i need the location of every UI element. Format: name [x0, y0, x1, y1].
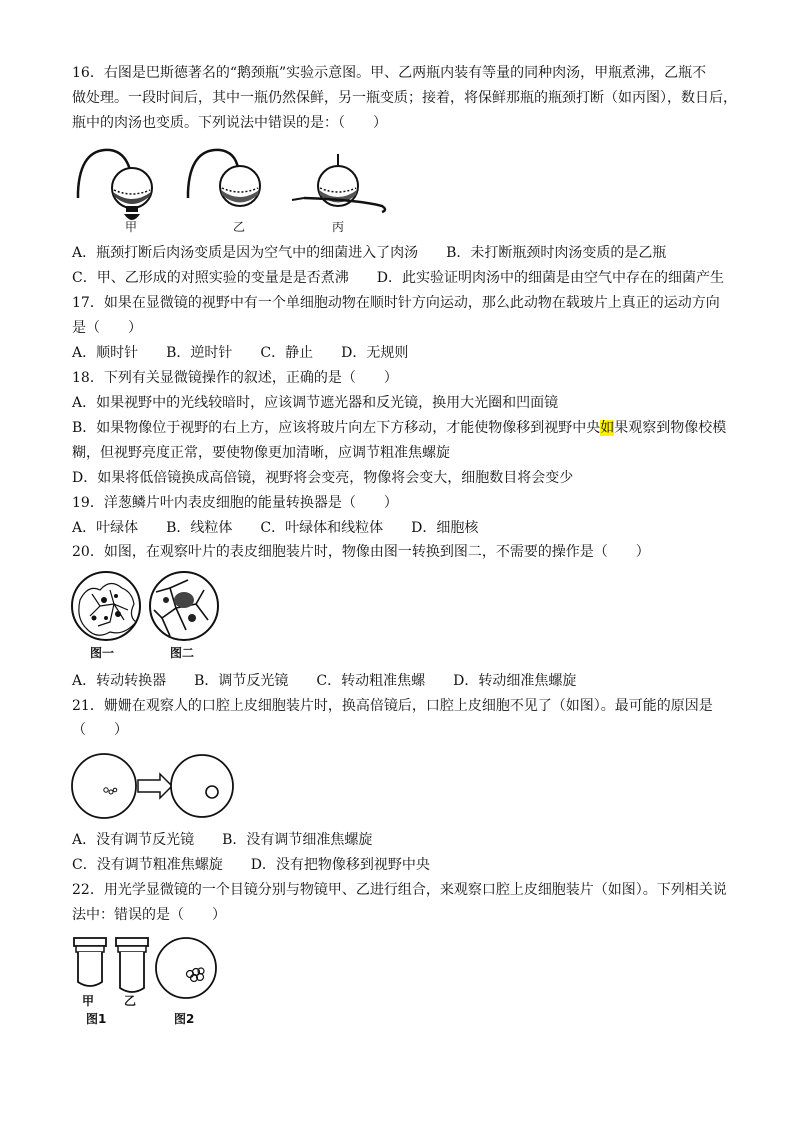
- q19-stem: 19．洋葱鳞片叶内表皮细胞的能量转换器是（ ）: [72, 495, 398, 511]
- q16-stem-line2: 做处理。一段时间后，其中一瓶仍然保鲜，另一瓶变质；接着，将保鲜那瓶的瓶颈打断（如丙图），数日后，: [72, 90, 737, 106]
- high-power-view: [171, 755, 233, 817]
- q16-label-jia: 甲: [125, 220, 138, 234]
- q18-option-d[interactable]: D．如果将低倍镜换成高倍镜，视野将会变亮，物像将会变大，细胞数目将会变少: [72, 470, 574, 486]
- q21-field-of-view-figure: [70, 750, 236, 822]
- q18-option-a[interactable]: A．如果视野中的光线较暗时，应该调节遮光器和反光镜，换用大光圈和凹面镜: [72, 395, 559, 411]
- q17-options[interactable]: A．顺时针 B．逆时针 C．静止 D．无规则: [72, 345, 409, 361]
- q21-options-row1[interactable]: A．没有调节反光镜 B．没有调节细准焦螺旋: [72, 832, 373, 848]
- flask-yi: [188, 150, 260, 206]
- q18-option-b-text1: B．如果物像位于视野的右上方，应该将玻片向左下方移动，才能使物像移到视野中央: [72, 420, 601, 436]
- q16-label-bing: 丙: [332, 220, 345, 234]
- q16-options-row2: [72, 269, 732, 287]
- q18-option-b-text2: 果观察到物像校模: [614, 420, 727, 436]
- q21-options-row2[interactable]: C．没有调节粗准焦螺旋 D．没有把物像移到视野中央: [72, 857, 430, 873]
- q16-options-row1: [72, 244, 732, 262]
- q18-option-b-line2: 糊，但视野亮度正常，要使物像更加清晰，应调节粗准焦螺旋: [72, 445, 450, 461]
- low-power-view: [72, 754, 136, 818]
- q16-swan-neck-flask-figure: [70, 140, 390, 235]
- q20-options[interactable]: A．转动转换器 B．调节反光镜 C．转动粗准焦螺 D．转动细准焦螺旋: [72, 673, 577, 689]
- q17-stem-line2: 是（ ）: [72, 320, 142, 336]
- q21-stem-line1: 21．姗姗在观察人的口腔上皮细胞装片时，换高倍镜后，口腔上皮细胞不见了（如图）。最可能的原因是: [72, 698, 713, 714]
- q21-stem-line2: （ ）: [72, 722, 128, 738]
- field-view-fig2: [156, 938, 216, 998]
- highlight-mark: 如: [600, 420, 615, 436]
- q22-stem-line1: 22．用光学显微镜的一个目镜分别与物镜甲、乙进行组合，来观察口腔上皮细胞装片（如图）。下列相关说: [72, 882, 727, 898]
- q22-label-fig1: 图1: [86, 1012, 107, 1026]
- q22-label-jia: 甲: [82, 994, 95, 1008]
- q16-stem-line1: 16．右图是巴斯德著名的“鹅颈瓶”实验示意图。甲、乙两瓶内装有等量的同种肉汤，甲瓶煮沸，乙瓶不: [72, 65, 707, 81]
- objective-yi: [116, 938, 148, 992]
- q22-objective-lens-figure: [70, 932, 220, 1028]
- view-two: [150, 572, 218, 640]
- q22-label-fig2: 图2: [174, 1012, 195, 1026]
- arrow-icon: [138, 774, 172, 798]
- q16-label-yi: 乙: [233, 220, 246, 234]
- q20-stem: 20．如图，在观察叶片的表皮细胞装片时，物像由图一转换到图二，不需要的操作是（ ）: [72, 544, 650, 560]
- q20-label-fig2: 图二: [170, 646, 195, 660]
- q16-option-d[interactable]: D．此实验证明肉汤中的细菌是由空气中存在的细菌产生: [376, 270, 724, 286]
- q18-option-b-line1[interactable]: [72, 419, 732, 437]
- q17-stem-line1: 17．如果在显微镜的视野中有一个单细胞动物在顺时针方向运动，那么此动物在载玻片上真正的运动方向: [72, 295, 720, 311]
- q16-option-b[interactable]: B．未打断瓶颈时肉汤变质的是乙瓶: [446, 245, 667, 261]
- q22-label-yi: 乙: [124, 994, 137, 1008]
- objective-jia: [74, 938, 106, 986]
- q20-microscope-views-figure: [70, 570, 220, 662]
- flask-jia: [78, 150, 152, 220]
- q16-option-a[interactable]: A．瓶颈打断后肉汤变质是因为空气中的细菌进入了肉汤: [72, 245, 419, 261]
- q19-options[interactable]: A．叶绿体 B．线粒体 C．叶绿体和线粒体 D．细胞核: [72, 520, 479, 536]
- q21-views-svg: [70, 750, 236, 822]
- q18-stem: 18．下列有关显微镜操作的叙述，正确的是（ ）: [72, 370, 398, 386]
- q16-stem-line3: 瓶中的肉汤也变质。下列说法中错误的是：（ ）: [72, 115, 387, 131]
- q22-stem-line2: 法中：错误的是（ ）: [72, 907, 226, 923]
- view-one: [72, 572, 140, 640]
- q16-option-c[interactable]: C．甲、乙形成的对照实验的变量是是否煮沸: [72, 270, 349, 286]
- q20-label-fig1: 图一: [90, 646, 115, 660]
- flask-bing: [292, 154, 385, 212]
